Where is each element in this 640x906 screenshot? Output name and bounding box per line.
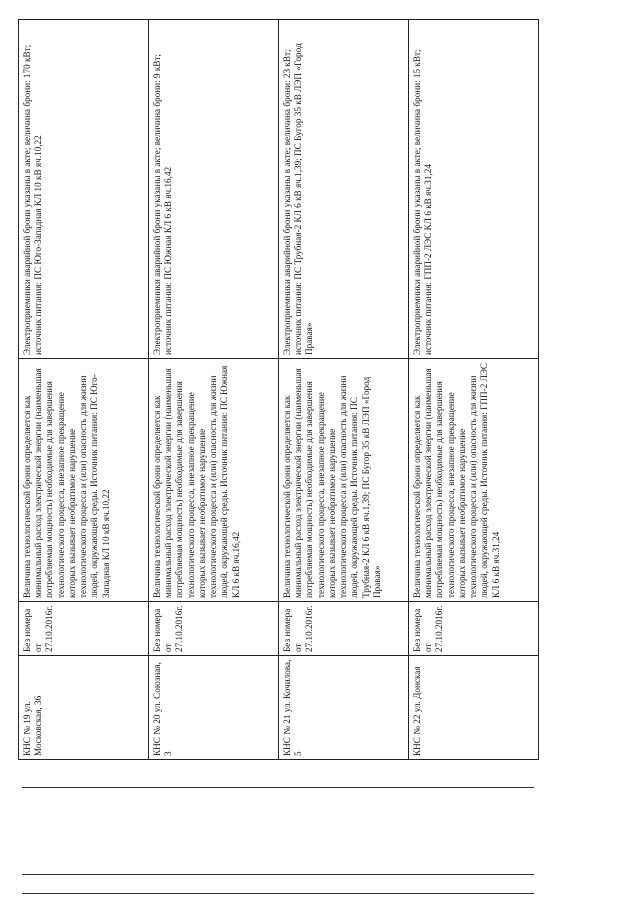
object-cell: КНС № 20 ул. Союзная, 3 xyxy=(149,656,279,760)
reserve-value-cell: Электроприемники аварийной брони указаны в акте; величина брони: 15 кВт; источник питания: ГПП-2 ЛЭС КЛ 6 кВ яч.31,24 xyxy=(409,20,539,359)
reserve-value-cell: Электроприемники аварийной брони указаны в акте; величина брони: 170 кВт; источник питания: ПС Юго-Западная КЛ 10 кВ яч.10,22 xyxy=(19,20,149,359)
object-cell: КНС № 22 ул. Донская xyxy=(409,656,539,760)
table-row xyxy=(279,20,409,760)
description-cell: Величина технологической брони определяется как минимальный расход электрической энергии (наименьшая потребляемая мощность) необходимые для завершения технологического процесса, внезапное прекращение которых вызывает необратимое нарушение технологического процесса и (или) опасность для жизни людей, окружающей среды. Источник питания: ГПП-2 ЛЭС КЛ 6 кВ яч.31,24 xyxy=(409,359,539,602)
description-cell: Величина технологической брони определяется как минимальный расход электрической энергии (наименьшая потребляемая мощность) необходимые для завершения технологического процесса, внезапное прекращение которых вызывает необратимое нарушение технологического процесса и (или) опасность для жизни людей, окружающей среды. Источник питания: ПС Трубная-2 КЛ 6 кВ яч.1,39; ПС Бугор 35 кВ ЛЭП «Город Правая» xyxy=(279,359,409,602)
emergency-reserve-table xyxy=(18,19,539,760)
document-ref-cell: Без номера от 27.10.2016г. xyxy=(19,602,149,656)
table-row xyxy=(19,20,149,760)
table-region xyxy=(18,20,538,760)
table-row xyxy=(149,20,279,760)
horizontal-rule xyxy=(22,874,534,875)
document-ref-cell: Без номера от 27.10.2016г. xyxy=(279,602,409,656)
description-cell: Величина технологической брони определяется как минимальный расход электрической энергии (наименьшая потребляемая мощность) необходимые для завершения технологического процесса, внезапное прекращение которых вызывает необратимое нарушение технологического процесса и (или) опасность для жизни людей, окружающей среды. Источник питания: ПС Юго-Западная КЛ 10 кВ яч.10,22 xyxy=(19,359,149,602)
description-cell: Величина технологической брони определяется как минимальный расход электрической энергии (наименьшая потребляемая мощность) необходимые для завершения технологического процесса, внезапное прекращение которых вызывает необратимое нарушение технологического процесса и (или) опасность для жизни людей, окружающей среды. Источник питания: ПС Южная КЛ 6 кВ яч.16,42 xyxy=(149,359,279,602)
object-cell: КНС № 21 ул. Кочилова, 5 xyxy=(279,656,409,760)
table-row xyxy=(409,20,539,760)
document-ref-cell: Без номера от 27.10.2016г. xyxy=(149,602,279,656)
rotated-table-container xyxy=(18,20,538,760)
horizontal-rule xyxy=(22,787,534,788)
reserve-value-cell: Электроприемники аварийной брони указаны в акте; величина брони: 23 кВт; источник питания: ПС Трубная-2 КЛ 6 кВ яч.1,39; ПС Бугор 35 кВ ЛЭП «Город Правая» xyxy=(279,20,409,359)
object-cell: КНС № 19 ул. Московская, 36 xyxy=(19,656,149,760)
reserve-value-cell: Электроприемники аварийной брони указаны в акте; величина брони: 9 кВт; источник питания: ПС Южная КЛ 6 кВ яч.16,42 xyxy=(149,20,279,359)
document-ref-cell: Без номера от 27.10.2016г. xyxy=(409,602,539,656)
horizontal-rule xyxy=(22,893,534,894)
